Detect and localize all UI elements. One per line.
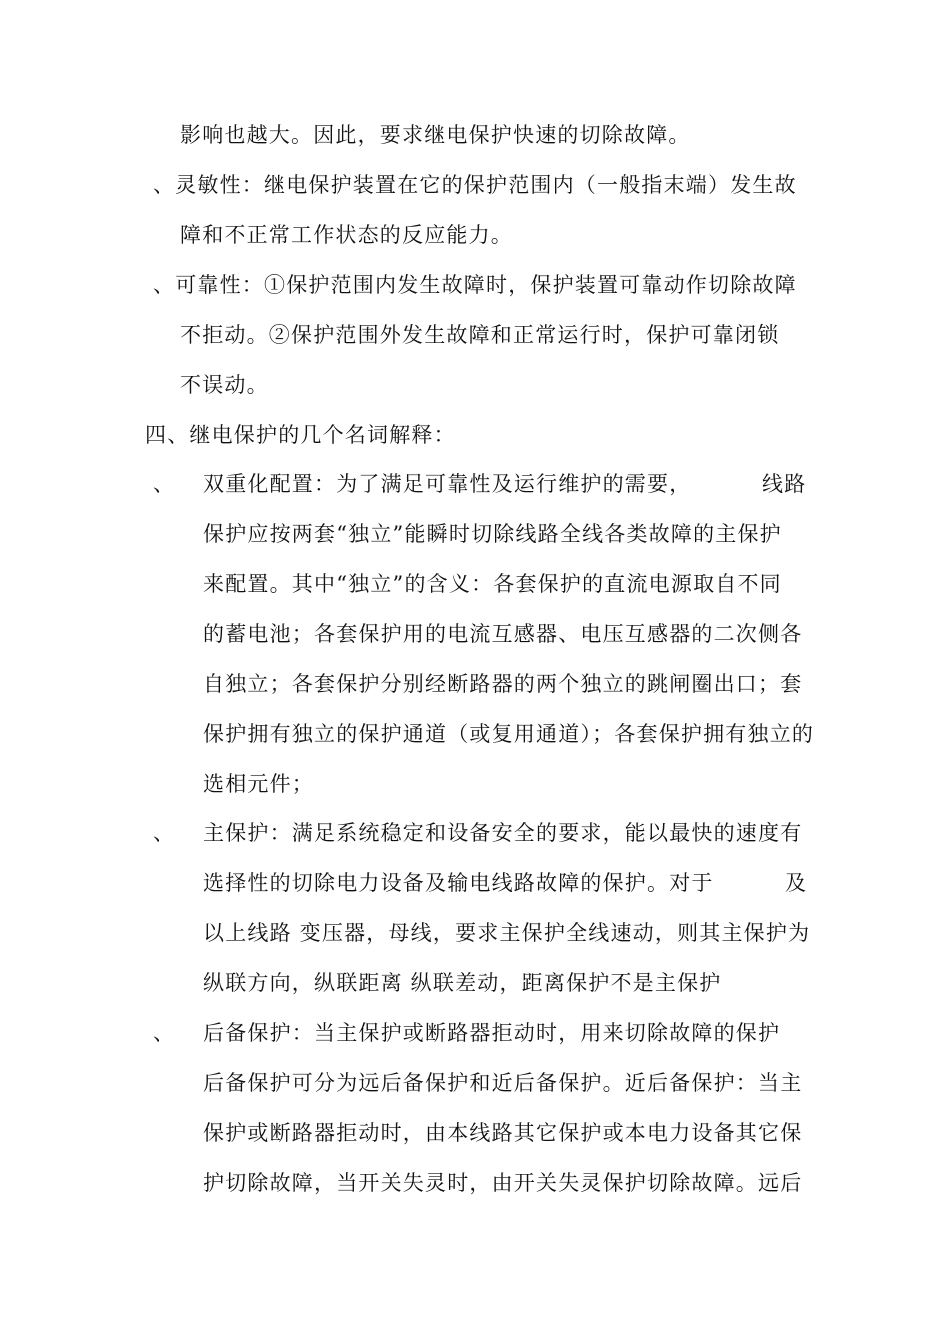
- text-line-3: 障和不正常工作状态的反应能力。: [180, 223, 513, 247]
- text-line-16: 选择性的切除电力设备及输电线路故障的保护。对于: [203, 871, 714, 895]
- text-line-21: 保护或断路器拒动时，由本线路其它保护或本电力设备其它保: [203, 1121, 803, 1145]
- text-line-8: 双重化配置：为了满足可靠性及运行维护的需要，: [203, 472, 692, 496]
- text-line-13: 保护拥有独立的保护通道（或复用通道）；各套保护拥有独立的: [203, 722, 815, 746]
- text-line-4: 、可靠性：①保护范围内发生故障时，保护装置可靠动作切除故障: [153, 273, 797, 297]
- text-line-8-tail: 线路: [762, 472, 807, 496]
- list-marker: 、: [153, 1021, 176, 1045]
- text-line-15: 主保护：满足系统稳定和设备安全的要求，能以最快的速度有: [203, 821, 803, 845]
- text-line-17: 以上线路 变压器，母线，要求主保护全线速动，则其主保护为: [203, 921, 811, 945]
- text-line-10: 来配置。其中“独立”的含义：各套保护的直流电源取自不同: [203, 572, 782, 596]
- text-line-20: 后备保护可分为远后备保护和近后备保护。近后备保护：当主: [203, 1071, 803, 1095]
- text-line-12: 自独立；各套保护分别经断路器的两个独立的跳闸圈出口；套: [203, 672, 803, 696]
- text-line-2: 、灵敏性：继电保护装置在它的保护范围内（一般指末端）发生故: [153, 173, 797, 197]
- text-line-14: 选相元件；: [203, 772, 314, 796]
- section-heading: 四、继电保护的几个名词解释：: [145, 423, 456, 447]
- text-line-9: 保护应按两套“独立”能瞬时切除线路全线各类故障的主保护: [203, 522, 782, 546]
- text-line-5: 不拒动。②保护范围外发生故障和正常运行时，保护可靠闭锁: [180, 323, 780, 347]
- list-marker: 、: [153, 821, 176, 845]
- text-line-1: 影响也越大。因此，要求继电保护快速的切除故障。: [180, 123, 691, 147]
- text-line-16-tail: 及: [785, 871, 808, 895]
- list-marker: 、: [153, 472, 176, 496]
- text-line-6: 不误动。: [180, 373, 269, 397]
- text-line-22: 护切除故障，当开关失灵时，由开关失灵保护切除故障。远后: [203, 1171, 803, 1195]
- text-line-18: 纵联方向，纵联距离 纵联差动，距离保护不是主保护: [203, 971, 722, 995]
- text-line-11: 的蓄电池；各套保护用的电流互感器、电压互感器的二次侧各: [203, 622, 803, 646]
- text-line-19: 后备保护：当主保护或断路器拒动时，用来切除故障的保护: [203, 1021, 781, 1045]
